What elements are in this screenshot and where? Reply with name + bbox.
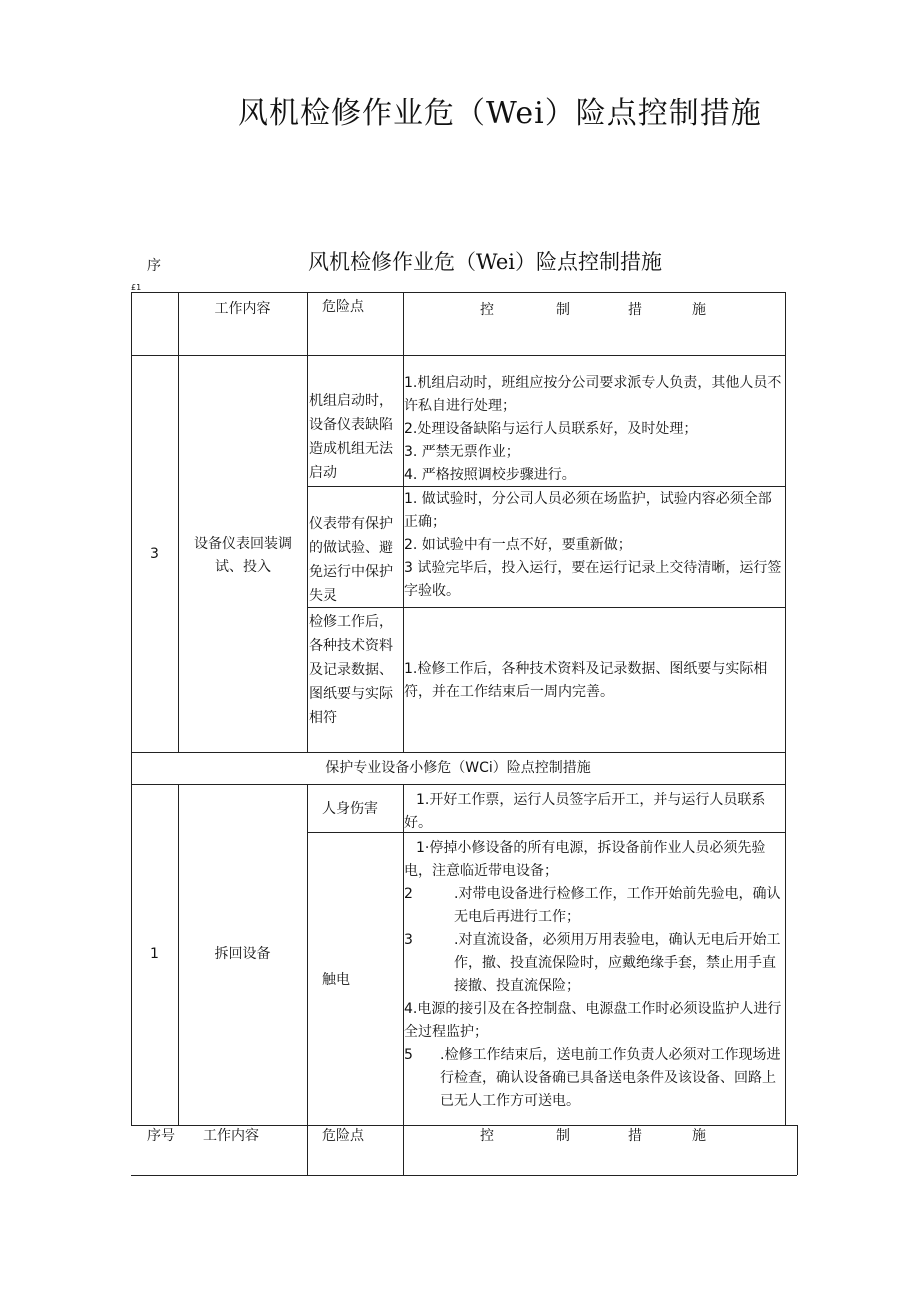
measure-item <box>404 1044 784 1113</box>
measure-number: 5 <box>404 1047 413 1063</box>
section2-measures-1 <box>404 789 784 835</box>
small-mark: £1 <box>131 283 142 292</box>
measure-item: 1.机组启动时，班组应按分公司要求派专人负责，其他人员不许私自进行处理； <box>404 375 782 414</box>
section-title: 保护专业设备小修危（WCi）险点控制措施 <box>325 760 591 776</box>
section1-danger-2: 仪表带有保护的做试验、避免运行中保护失灵 <box>309 516 393 604</box>
section1-danger-3: 检修工作后，各种技术资料及记录数据、图纸要与实际相符 <box>309 614 393 726</box>
footer-control-4: 施 <box>692 1128 706 1144</box>
footer-control-1: 控 <box>480 1128 494 1144</box>
header-control-2: 制 <box>556 302 570 318</box>
header-control-3: 措 <box>628 302 642 318</box>
section1-work: 设备仪表回装调试、投入 <box>194 536 292 575</box>
measure-item <box>404 929 784 998</box>
measure-text: .对直流设备，必须用万用表验电，确认无电后开始工作，撤、投直流保险时，应戴绝缘手套，禁止用手直接撤、投直流保险； <box>454 932 781 994</box>
header-danger-point: 危险点 <box>322 299 364 315</box>
table-title: 风机检修作业危（Wei）险点控制措施 <box>308 250 663 274</box>
measure-item <box>404 883 784 929</box>
footer-seq: 序号 <box>147 1128 175 1144</box>
section1-measures-3 <box>404 658 784 704</box>
footer-control-2: 制 <box>556 1128 570 1144</box>
measure-item: 4. 严格按照调校步骤进行。 <box>404 467 576 483</box>
page-title: 风机检修作业危（Wei）险点控制措施 <box>238 96 762 131</box>
measure-item: 2. 如试验中有一点不好，要重新做； <box>404 537 632 553</box>
section2-measures-2 <box>404 837 784 1113</box>
header-control-1: 控 <box>480 302 494 318</box>
section1-danger-1: 机组启动时，设备仪表缺陷造成机组无法启动 <box>309 393 393 481</box>
measure-item: 4.电源的接引及在各控制盘、电源盘工作时必须设监护人进行全过程监护； <box>404 1001 782 1040</box>
section1-measures-1 <box>404 372 784 487</box>
measure-item: 1·停掉小修设备的所有电源，拆设备前作业人员必须先验电，注意临近带电设备； <box>404 840 766 879</box>
header-work-content: 工作内容 <box>214 301 271 317</box>
footer-work-content: 工作内容 <box>203 1128 259 1144</box>
measure-item: 1.检修工作后，各种技术资料及记录数据、图纸要与实际相符，并在工作结束后一周内完善。 <box>404 661 768 700</box>
footer-danger-point: 危险点 <box>322 1128 364 1144</box>
section2-danger-1: 人身伤害 <box>322 801 378 817</box>
measure-item: 1.开好工作票，运行人员签字后开工，并与运行人员联系好。 <box>404 792 766 831</box>
measure-text: .检修工作结束后，送电前工作负责人必须对工作现场进行检查，确认设备确已具备送电条件及该设备、回路上已无人工作方可送电。 <box>440 1047 781 1109</box>
measure-item: 1. 做试验时，分公司人员必须在场监护，试验内容必须全部正确； <box>404 491 772 530</box>
measure-item: 2.处理设备缺陷与运行人员联系好，及时处理； <box>404 421 698 437</box>
footer-control-3: 措 <box>628 1128 642 1144</box>
section2-danger-2: 触电 <box>322 972 350 988</box>
measure-number: 3 <box>404 932 413 948</box>
section1-measures-2 <box>404 488 784 603</box>
section1-seq: 3 <box>150 546 159 562</box>
seq-label: 序 <box>147 258 161 274</box>
measure-item: 3 试验完毕后，投入运行，要在运行记录上交待清晰，运行签字验收。 <box>404 560 782 599</box>
measure-number: 2 <box>404 886 413 902</box>
section2-work: 拆回设备 <box>214 946 271 962</box>
header-control-4: 施 <box>692 302 706 318</box>
measure-item: 3. 严禁无票作业； <box>404 444 520 460</box>
section2-seq: 1 <box>150 946 159 962</box>
measure-text: .对带电设备进行检修工作，工作开始前先验电，确认无电后再进行工作； <box>454 886 781 925</box>
